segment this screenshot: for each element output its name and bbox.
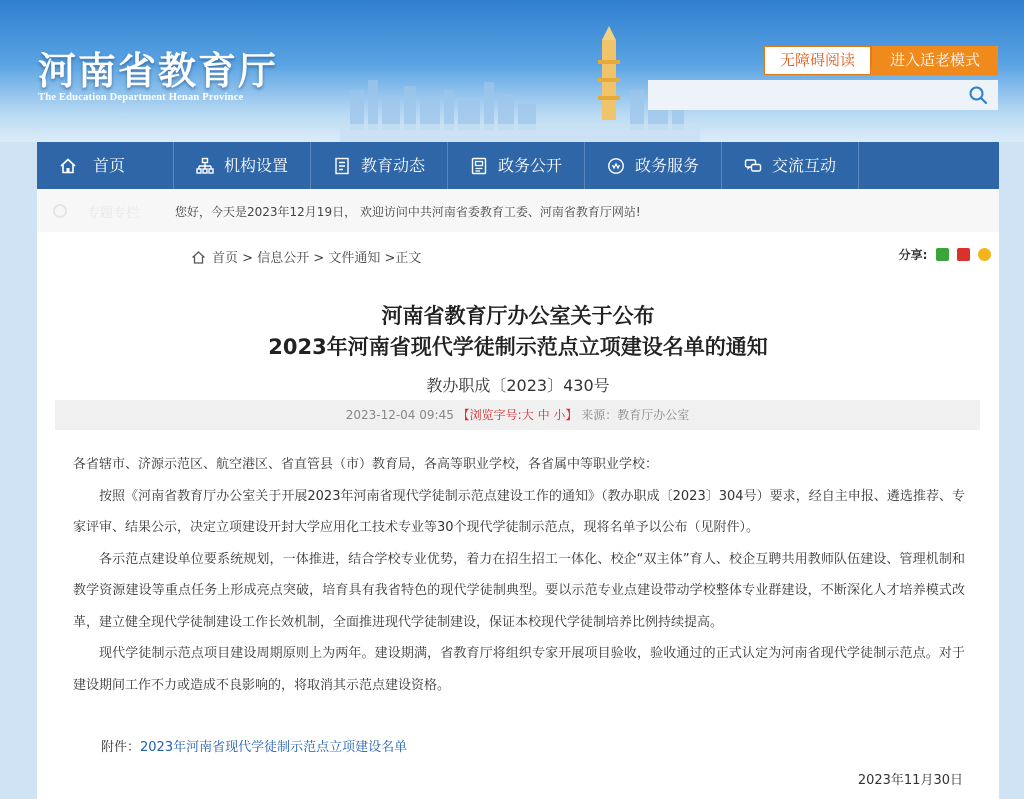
breadcrumb-info-public[interactable]: 信息公开 [257,251,310,266]
nav-label: 交流互动 [772,156,837,175]
font-size-prefix: 【浏览字号: [457,408,522,422]
nav-label: 教育动态 [361,156,426,175]
body-paragraph: 各示范点建设单位要系统规划，一体推进，结合学校专业优势，着力在招生招工一体化、校企“双主体”育人、校企互聘共用教师队伍建设、管理机制和教学资源建设等重点任务上形成亮点突破，培育具有我省特色的现代学徒制典型。要以示范专业点建设带动学校整体专业群建设，不断深化人才培养模式改革，建立健全现代学徒制建设工作长效机制，全面推进现代学徒制建设，保证本校现代学徒制培养比例持续提高。 [73,551,965,630]
nav-item-organization[interactable] [174,142,311,189]
body-paragraph: 现代学徒制示范点项目建设周期原则上为两年。建设期满，省教育厅将组织专家开展项目验收，验收通过的正式认定为河南省现代学徒制示范点。对于建设期间工作不力或造成不良影响的，将取消其示范点建设资格。 [73,646,965,693]
service-icon [607,157,625,175]
nav-label: 首页 [93,156,126,175]
qq-icon[interactable] [978,248,991,261]
attachment-label: 附件： [101,740,141,755]
font-size-suffix: 】 [565,408,578,422]
topic-icon [53,204,67,218]
nav-label: 机构设置 [224,156,289,175]
breadcrumb [191,247,421,266]
site-header [0,0,1024,142]
accessible-reading-button[interactable]: 无障碍阅读 [764,46,871,75]
nav-item-government-affairs[interactable] [448,142,585,189]
share-bar [899,246,991,263]
nav-label: 政务公开 [498,156,563,175]
site-title[interactable]: 河南省教育厅 [38,48,279,93]
nav-item-education-news[interactable] [311,142,448,189]
site-subtitle: The Education Department Henan Province [38,92,244,103]
article-title-line2: 2023年河南省现代学徒制示范点立项建设名单的通知 [268,335,768,359]
breadcrumb-file-notice[interactable]: 文件通知 [328,251,381,266]
main-nav [37,142,999,189]
article-body [73,449,965,701]
attachment-link[interactable]: 2023年河南省现代学徒制示范点立项建设名单 [140,740,408,755]
welcome-message: 您好，今天是2023年12月19日， 欢迎访问中共河南省委教育工委、河南省教育厅网站! [175,205,641,219]
attachment-line [101,736,407,755]
article-title-line1: 河南省教育厅办公室关于公布 [381,304,655,328]
search-icon[interactable] [968,85,988,105]
home-icon [191,250,206,265]
article-panel [37,232,999,799]
publish-datetime: 2023-12-04 09:45 [345,408,454,422]
breadcrumb-current: 正文 [395,251,422,266]
breadcrumb-separator: > [238,251,258,266]
document-number: 教办职成〔2023〕430号 [426,376,610,395]
share-label: 分享: [898,248,928,262]
article-meta-bar [55,400,980,430]
search-box [648,80,998,110]
welcome-bar [37,189,999,233]
topic-column-label[interactable]: 专题专栏 [87,206,140,221]
nav-label: 政务服务 [635,156,700,175]
elder-mode-button[interactable]: 进入适老模式 [872,46,998,75]
interaction-icon [744,157,762,175]
font-size-medium-button[interactable]: 中 [537,408,550,422]
nav-item-interaction[interactable] [722,142,859,189]
breadcrumb-separator: > [380,251,396,266]
font-size-small-button[interactable]: 小 [553,408,566,422]
article-source: 来源：教育厅办公室 [581,408,690,422]
sign-date: 2023年11月30日 [857,773,963,788]
document-icon [470,157,488,175]
news-icon [333,157,351,175]
city-skyline-banner [340,20,700,142]
nav-item-home[interactable] [37,142,174,189]
body-paragraph: 按照《河南省教育厅办公室关于开展2023年河南省现代学徒制示范点建设工作的通知》（教办职成〔2023〕304号）要求，经自主申报、遴选推荐、专家评审、结果公示，决定立项建设开封大学应用化工技术专业等30个现代学徒制示范点，现将名单予以公布（见附件）。 [73,488,965,535]
nav-item-government-services[interactable] [585,142,722,189]
wechat-icon[interactable] [936,248,949,261]
org-chart-icon [196,157,214,175]
breadcrumb-home[interactable]: 首页 [212,251,239,266]
breadcrumb-separator: > [309,251,329,266]
salutation: 各省辖市、济源示范区、航空港区、省直管县（市）教育局，各高等职业学校，各省属中等职业学校： [73,457,659,472]
weibo-icon[interactable] [957,248,970,261]
home-icon [59,157,77,175]
search-input[interactable] [648,80,974,110]
font-size-large-button[interactable]: 大 [521,408,534,422]
